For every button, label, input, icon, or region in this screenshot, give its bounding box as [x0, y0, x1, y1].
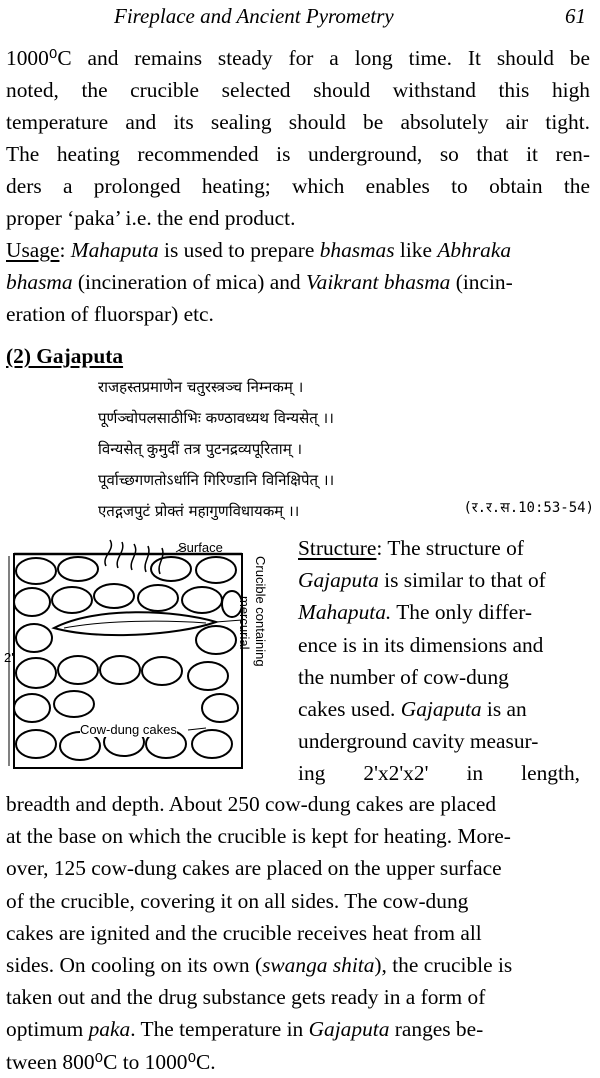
structure-term: Gajaputa — [298, 568, 379, 593]
verse-line: पूर्वाच्छगणतोऽर्धानि गिरिण्डानि विनिक्षिपेत् ।। — [98, 471, 335, 489]
usage-term: Mahaputa — [70, 238, 159, 262]
structure-paragraph — [298, 532, 592, 790]
usage-text: (incineration of mica) and — [72, 270, 306, 294]
running-header — [114, 4, 586, 34]
bottom-text: ), the crucible is — [374, 953, 513, 978]
usage-text: (incin- — [450, 270, 513, 294]
usage-line — [6, 234, 590, 266]
bottom-line: at the base on which the crucible is kept for heating. More- — [6, 824, 511, 849]
structure-text: length, — [521, 761, 580, 786]
usage-text: is used to prepare — [158, 238, 320, 262]
depth-label: 2' — [4, 650, 14, 665]
usage-term: bhasma — [6, 270, 73, 294]
bottom-line: cakes are ignited and the crucible receives heat from all — [6, 920, 482, 945]
structure-text: : The structure of — [376, 536, 524, 560]
structure-line — [298, 693, 592, 725]
bottom-term: swanga shita — [262, 953, 375, 978]
intro-line: The heating recommended is underground, so that it ren- — [6, 142, 590, 166]
structure-text: 2'x2'x2' — [363, 761, 429, 786]
bottom-line: of the crucible, covering it on all sides. The cow-dung — [6, 888, 469, 913]
usage-text: : — [59, 238, 71, 262]
crucible-label-wrap — [237, 556, 286, 736]
section-heading-wrap — [6, 340, 590, 372]
structure-text: is similar to that of — [378, 568, 546, 593]
bottom-term: paka — [88, 1017, 131, 1042]
bottom-term: Gajaputa — [308, 1017, 390, 1042]
intro-line: noted, the crucible selected should withstand this high — [6, 78, 590, 102]
intro-line: temperature and its sealing should be absolutely air tight. — [6, 110, 590, 134]
bottom-paragraph — [6, 788, 592, 1078]
structure-line — [298, 596, 592, 628]
structure-label: Structure — [298, 536, 377, 560]
verse-line: विन्यसेत् कुमुदीं तत्र पुटनद्रव्यपूरिताम् । — [98, 440, 303, 458]
structure-text: cakes used. — [298, 697, 401, 722]
section-heading: (2) Gajaputa — [6, 344, 124, 368]
usage-term: Abhraka — [437, 238, 512, 262]
bottom-line: tween 800⁰C to 1000⁰C. — [6, 1049, 216, 1074]
structure-text: in — [466, 761, 484, 786]
page-number: 61 — [565, 4, 586, 28]
structure-text: ing — [298, 761, 326, 786]
usage-paragraph — [6, 234, 590, 330]
structure-line — [298, 532, 592, 564]
crucible-label: Crucible containing — [253, 556, 268, 667]
usage-line — [6, 266, 590, 298]
intro-line: 1000⁰C and remains steady for a long time. It should be — [6, 46, 590, 70]
surface-label: Surface — [178, 540, 223, 555]
verse-reference: (र.र.स.10:53-54) — [463, 500, 594, 516]
usage-label: Usage — [6, 238, 60, 262]
structure-term: Gajaputa — [400, 697, 482, 722]
structure-line — [298, 564, 592, 596]
usage-term: bhasmas — [319, 238, 395, 262]
running-title: Fireplace and Ancient Pyrometry — [114, 4, 394, 28]
structure-line — [298, 757, 580, 789]
structure-line: the number of cow-dung — [298, 664, 509, 689]
usage-term: Vaikrant bhasma — [305, 270, 451, 294]
bottom-text: . The temperature in — [130, 1017, 309, 1042]
bottom-line — [6, 1013, 592, 1045]
intro-line: proper ‘paka’ i.e. the end product. — [6, 206, 296, 230]
verse-line: पूर्णञ्चोपलसाठीभिः कण्ठावध्यथ विन्यसेत् ।। — [98, 409, 334, 427]
usage-line: eration of fluorspar) etc. — [6, 302, 214, 326]
structure-line: underground cavity measur- — [298, 729, 539, 754]
cowdung-label: Cow-dung cakes — [80, 722, 177, 737]
bottom-line: taken out and the drug substance gets ready in a form of — [6, 985, 486, 1010]
usage-text: like — [394, 238, 438, 262]
bottom-text: ranges be- — [389, 1017, 484, 1042]
bottom-text: optimum — [6, 1017, 89, 1042]
bottom-line — [6, 949, 592, 981]
intro-line: ders a prolonged heating; which enables to obtain the — [6, 174, 590, 198]
verse-line: एतद्गजपुटं प्रोक्तं महागुणविधायकम् ।। — [98, 502, 300, 520]
gajaputa-figure — [6, 536, 288, 774]
structure-text: The only differ- — [391, 600, 533, 625]
bottom-line: breadth and depth. About 250 cow-dung cakes are placed — [6, 792, 497, 816]
verse-line: राजहस्तप्रमाणेन चतुरस्त्रञ्च निम्नकम् । — [98, 378, 304, 396]
structure-line: ence is in its dimensions and — [298, 632, 544, 657]
intro-paragraph — [6, 42, 590, 234]
mercurial-label: mercurial — [237, 596, 252, 650]
bottom-line: over, 125 cow-dung cakes are placed on the upper surface — [6, 856, 502, 881]
structure-term: Mahaputa. — [298, 600, 392, 625]
gajaputa-diagram — [6, 536, 288, 774]
structure-text: is an — [481, 697, 527, 722]
bottom-text: sides. On cooling on its own ( — [6, 953, 263, 978]
